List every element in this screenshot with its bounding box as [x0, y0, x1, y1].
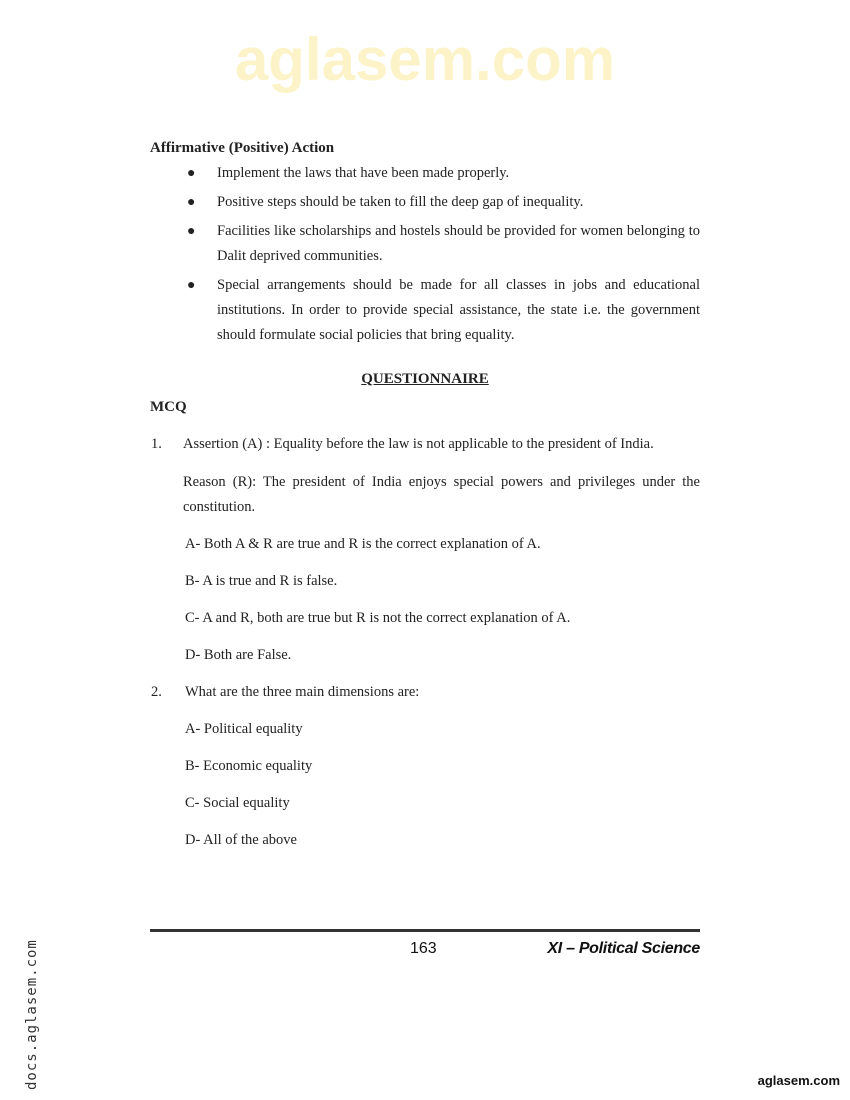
section-heading: Affirmative (Positive) Action: [150, 140, 335, 156]
bullet-item: [150, 190, 700, 215]
bullet-text: Facilities like scholarships and hostels should be provided for women belonging to Dalit deprived communities.: [217, 223, 700, 264]
book-title: XI – Political Science: [547, 940, 700, 957]
option: A- Political equality: [185, 721, 303, 737]
side-watermark: docs.aglasem.com: [24, 939, 40, 1090]
bullet-text: Positive steps should be taken to fill the deep gap of inequality.: [217, 194, 584, 210]
page-number: 163: [410, 940, 437, 957]
question-number: 2.: [151, 684, 162, 700]
mcq-label: MCQ: [150, 399, 187, 415]
question-assertion: Assertion (A) : Equality before the law is not applicable to the president of India.: [183, 436, 654, 452]
question-text: What are the three main dimensions are:: [185, 684, 420, 700]
footer-rule: [150, 929, 700, 932]
question: [150, 680, 700, 705]
bullet-icon: ●: [187, 224, 196, 239]
option: D- All of the above: [185, 832, 297, 848]
bullet-icon: ●: [187, 166, 196, 181]
watermark: aglasem.com: [234, 26, 616, 93]
option: C- A and R, both are true but R is not the correct explanation of A.: [185, 610, 571, 626]
bullet-icon: ●: [187, 195, 196, 210]
option: D- Both are False.: [185, 647, 292, 663]
option: B- Economic equality: [185, 758, 313, 774]
question: [150, 432, 700, 520]
option: B- A is true and R is false.: [185, 573, 338, 589]
corner-brand: aglasem.com: [757, 1073, 840, 1088]
bullet-item: [150, 273, 700, 348]
bullet-item: [150, 219, 700, 269]
bullet-text: Special arrangements should be made for all classes in jobs and educational institutions. In order to provide special assistance, the state i.e. the government should formulate social policies that bring equality.: [217, 277, 700, 343]
bullet-item: [150, 161, 700, 186]
questionnaire-title: QUESTIONNAIRE: [361, 371, 489, 387]
option: C- Social equality: [185, 795, 290, 811]
page-content: [150, 136, 700, 853]
question-reason: Reason (R): The president of India enjoys special powers and privileges under the constitution.: [183, 474, 700, 515]
bullet-text: Implement the laws that have been made properly.: [217, 165, 510, 181]
option: A- Both A & R are true and R is the correct explanation of A.: [185, 536, 541, 552]
question-number: 1.: [151, 436, 162, 452]
bullet-icon: ●: [187, 278, 196, 293]
